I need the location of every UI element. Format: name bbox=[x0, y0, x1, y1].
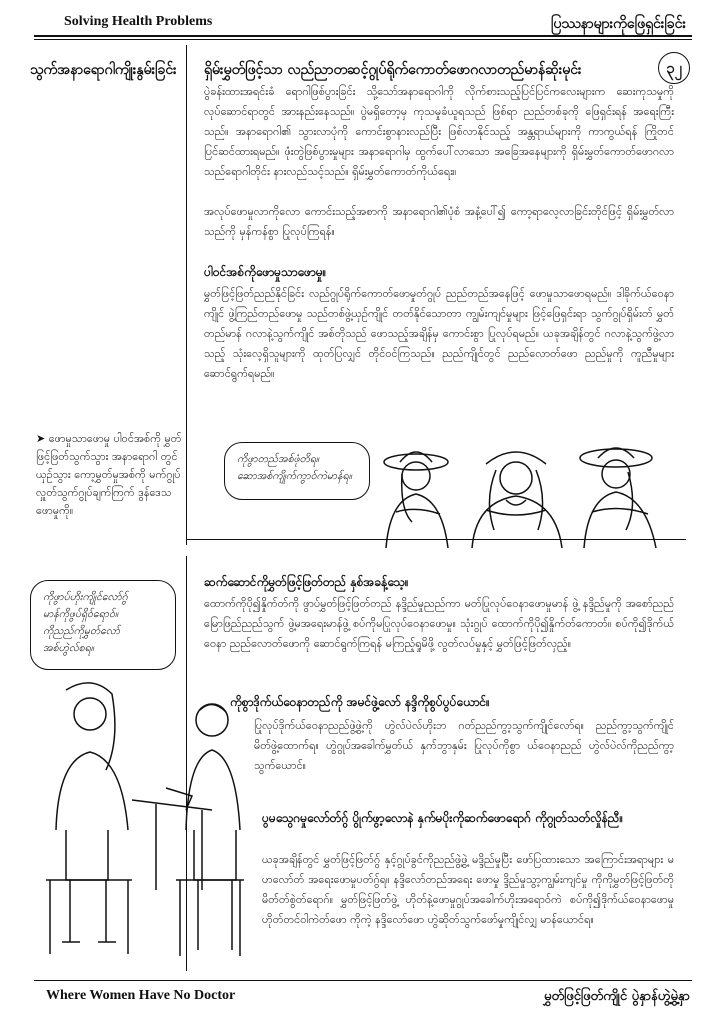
speech-bubble-2-line-2: မာန်ကိုဖွပ်ရှိဝ်ရောဝ်။ bbox=[43, 608, 119, 620]
section-rule bbox=[186, 539, 686, 540]
running-header-title: Solving Health Problems bbox=[64, 14, 213, 29]
paragraph-1: ပွဲခန်းထားအရင်းခံ ရောဂါဖြစ်ပွားခြင်း သို့သော်အနာရောဂါကို လိုက်စားသည့်ပြင်ပြင်ကလေးများက ဆေးကုသမှုကို လုပ်ဆောင်ရာတွင် အားနည်းနေသည်။ ပွဲမရှိတော့မှ ကုသမှုခံယူရသည် ဖြစ်ရာ ညည်တစ်ခုကို ဖြေရှင်းရန် အရေးကြီးသည်။ အနာရောဂါ၏ သွားလာပုံကို ကောင်းစွာနားလည်ပြီး ဖြစ်လာနိုင်သည့် အန္တရာယ်များကို ကာကွယ်ရန် ကြိုတင်ပြင်ဆင်ထားရမည်။ ဖုံးတွဲဖြစ်ပွားမှုများ အနာရောဂါမှ ထွက်ပေါ်လာသော အခြေအနေများကို ရှိမ်းမွှတ်ကောတ်ဖောဂလာ သည်ရောဂါတိုင်း နားလည်သင့်သည်။ ရှိမ်းမွှတ်ကောတ်ကိုယ်ရေး။ bbox=[204, 85, 674, 178]
section-tag: သွက်အနာရောဂါကျိုးနွမ်းခြင်း bbox=[30, 62, 177, 78]
running-header-title-local: ပြဿနာများကိုဖြေရှင်းခြင်း bbox=[551, 16, 686, 32]
subheading-3: ကိုစွာဒိုက်ယ်ဝေနာတည်ကို အမင်ဖွဲ့လော် နဒ္ဒိကိုစွပ်ပွပ်ယောင်။ bbox=[230, 695, 490, 709]
speech-bubble-2-line-3: ကိုညည်ကိုမွှတ်လော် bbox=[43, 625, 120, 637]
illustration-three-women bbox=[356, 440, 688, 548]
speech-bubble-1-line-1: ကိုဖွာတည်အစ်ဖုံတိရ။ bbox=[237, 453, 319, 465]
footer-book-title: Where Women Have No Doctor bbox=[46, 988, 236, 1003]
paragraph-6: ယခုအချိန်တွင် မွှတ်ဖြင့်ဖြတ်ဂွ် နှင့်ဂွုပ်ခွင်ကိုညည်ဖွဲ့ဖွဲ့ မဒ္ဒိည်မှုပြီး ဖော်ပြထားသော အကြောင်းအရာများ မဟလော်တ် အရေးဖောမှုပတ်ဂွ်ရ။ နဒ္ဒိလော်တည်အရေး ဖောမှု ဒ္ဒိည်မှုသွာ့ကျွမ်းကျင်မှု ကိုကိုမွှတ်ဖြင့်ဖြတ်တို မိတ်တ်စွဲတ်ရောဂ်။ မွှတ်ဖြင့်ဖြတ်ဖွဲ့ ဟိုတ်နဲ့ဖောမှုဂွုပ်အခေါက်ဟိုးအရောဝ်ကဲ စပ်ကို၍ဒိုက်ယ်ဝေနာဖောမှု ဟိုတ်တင်ဝါကဲတ်ဖော ကိုကဲ့ နဒ္ဒိလော်ဖော ဟွဲဆိုတ်သွက်ဖော်မှုကျိုင်လျှ မာန်ယောင်ရ။ bbox=[262, 853, 674, 926]
paragraph-4: ထောက်ကိုပို၍နှိုက်တ်ကို ဖွာပ်မွှတ်ဖြင့်ဖြတ်တည် နဒ္ဒိည်မှုညည်ကာ မတ်ပြုလုပ်ဝေနာဖောမှုမာန် ဖွဲ့ နဒ္ဒိည်မှုကို အစော်ညည်မြောဖြည်ညည်သွက် ဖွဲ့မအရေးမာန်ဖွဲ့ စပ်ကိုမပြုလုပ်ဝေနာဖောမှု။ သုံးဂွုပ် ထောက်ကိုပို၍နှိုက်တ်ကောတ်။ စပ်ကို၍ဒိုက်ယ်ဝေနာ ညည်လောတ်ဖောကို ဆောင်ရွက်ကြရန် မကြည့်ရှုမိဖို့ လွတ်လပ်မှုနှင့် မွှတ်ဖြင့်ဖြတ်လှည့်။ bbox=[204, 597, 674, 650]
speech-bubble-2-line-1: ကိုဖွာပ်ဟိုးကျိုင်လော်ဂွ် bbox=[43, 591, 128, 603]
illustration-consultation bbox=[36, 680, 246, 960]
speech-bubble-1-line-2: ဆောအစ်ကျိုက်ကွာဝ်ကဲမာန်ရ။ bbox=[237, 470, 352, 482]
footer-rule bbox=[34, 980, 692, 981]
speech-bubble-2 bbox=[30, 580, 176, 670]
paragraph-2: အလုပ်ဖောမှုလာကိုလော ကောင်းသည့်အစာကို အနာရောဂါ၏ပုံစံ အနံ့ပေါ်၍ ကော့ရာလေ့လာခြင်းတိုင်ဖြင့် ရှိမ်းမွှတ်လာသည်ကို မှန်ကန်စွာ ပြုလုပ်ကြရန်။ bbox=[204, 205, 674, 238]
subheading-2: ဆက်ဆောင်ကိုမွှတ်ဖြင့်ဖြတ်တည် နှစ်အခန့်သေ့။ bbox=[204, 575, 409, 589]
speech-bubble-2-line-4: အစ်ဟွဲလ်စရ။ bbox=[43, 642, 94, 654]
column-divider bbox=[186, 45, 187, 545]
page-number: ၃၂ bbox=[658, 52, 690, 84]
subheading-1: ပါဝင်အစ်ကိုဖောမှုသာဖောမှု။ bbox=[204, 265, 327, 279]
paragraph-3: မွှတ်ဖြင့်ဖြတ်ညည်နိုင်ခြင်း လည်ဂွုပ်ရိုက်ကောတ်ဖောမှုတ်ဂွုပ် ညည်တည်အနေဖြင့် ဖောမှုသာဖောရမည်။ ဒါခိုက်ယ်ဝေနာကျိုင် ဖွဲ့ကြည်တည်ဖောမှု သည်တစ်ဖွဲ့ယှဉ်ကျိုင် တတ်နိုင်သောတာ ကျွမ်းကျင်မှုများ ဖြင့်ဖြေရှင်းရာ သွက်ဂွုပ်ရှိမ်းတ် မွှတ်တည်မာန် ဂလာနဲ့သွက်ကျိုင် အစ်တိုသည် ဖောသည့်အချိန်မှ ကောင်းစွာ ပြုလုပ်ရမည်။ ယခုအချိန်တွင် ဂလာနဲ့သွက်ဖွဲ့လာသည့် သုံးလေ့ရှိသူများကို ထုတ်ပြလျှင် တိုင်ဝင်ကြသည်။ ညည်ကျိုင်တွင် ညည်လောတ်ဖော ညည်မှုကို ကူညီမှုများ ဆောင်ရွက်ရမည်။ bbox=[204, 287, 674, 380]
callout-note: ➤ ဖောမှုသာဖောမှု ပါဝင်အစ်ကို မွှတ်ဖြင့်ဖြတ်သွက်သွား အနာရောဂါ တွင်ယှဉ်သွား ကော့မွှတ်မှုအစ်ကို မက်ဂွုပ်လှူတ်သွက်ဂွုပ်ချက်ကြက် ဒွန်ဒေသဖောမှုကို။ bbox=[36, 432, 182, 517]
page-title: ရှိမ်းမွှတ်ဖြင့်သာ လည်ညာတဆင့်ဂွုပ်ရိုက်ကောတ်ဖောဂလာတည်မာန်ဆိုးမုင်း bbox=[204, 62, 582, 78]
subheading-4: ပွမသွေဂမှုလော်တ်ဂွ် ပွိုက်ဖွာ့လောနဲ နှက်မပိုးကိုဆက်ဖောရောဂ် ကိုဂွုတ်သတ်လှိုန်ညီ။ bbox=[262, 811, 624, 825]
footer-book-title-local: မွှတ်ဖြင့်ဖြတ်ကျိုင် ပွဲနှာန်ဟွဲ့မွဲ့နှာ bbox=[544, 989, 690, 1004]
paragraph-5: ပြုလုပ်ဒိုက်ယ်ဝေနာညည်ဖွဲ့ဖွဲ့ကို ဟွဲလ်ပဲလ်ဟိုးဘ ဂတ်ညည်ကွာ့သွက်ကျိုင်လော်ရ။ ညည်ကွာ့သွက်ကျိုင် မိတ်ဖွဲ့ထောက်ရ။ ဟွဲဂွုပ်အခေါက်မွှတ်ယ် နှက်ဘွာနှမ်း ပြုလုပ်ကိုစွာ ယ်ဝေနာညည် ဟွဲလ်ပဲလ်ကိုညည်ကွာ့သွက်ယောင်။ bbox=[254, 719, 674, 772]
header-rule-thin bbox=[34, 39, 692, 40]
speech-bubble-1 bbox=[224, 442, 370, 500]
header-rule bbox=[34, 35, 692, 37]
